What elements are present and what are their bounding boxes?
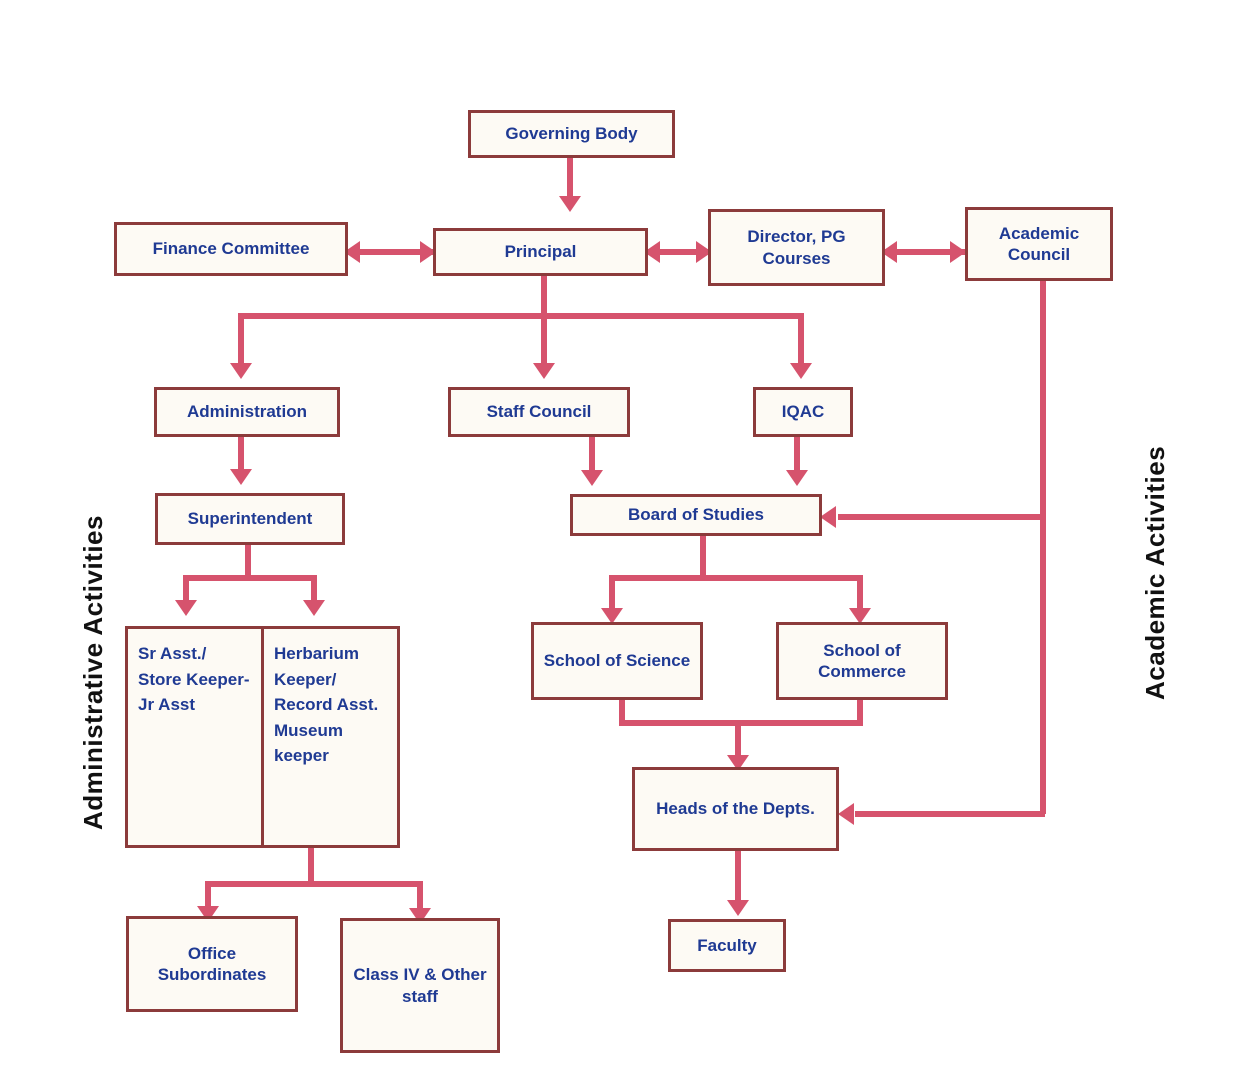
node-school-of-science[interactable]: School of Science [531, 622, 703, 700]
connector-academic-to-heads [855, 811, 1045, 817]
arrowhead-sr-asst-top [175, 600, 197, 616]
node-principal[interactable]: Principal [433, 228, 648, 276]
connector-bus-to-staff-council [541, 313, 547, 365]
node-sr-asst-store-keeper[interactable]: Sr Asst./ Store Keeper- Jr Asst [138, 644, 250, 714]
node-faculty[interactable]: Faculty [668, 919, 786, 972]
arrowhead-staff-council-top [533, 363, 555, 379]
arrowhead-board-from-academic [820, 506, 836, 528]
connector-principal-bus [238, 313, 804, 319]
arrowhead-board-from-iqac [786, 470, 808, 486]
arrowhead-principal-top [559, 196, 581, 212]
connector-bus-to-sr-asst [183, 575, 189, 603]
arrowhead-herbarium-top [303, 600, 325, 616]
connector-heads-bus [619, 720, 863, 726]
node-staff-roles-group [125, 626, 400, 848]
connector-bus-to-heads [735, 720, 741, 760]
connector-board-down [700, 536, 706, 578]
side-label-academic-activities: Academic Activities [1140, 445, 1170, 700]
connector-bus-to-office-subordinates [205, 881, 211, 909]
arrowhead-faculty-top [727, 900, 749, 916]
connector-herbarium-down [308, 848, 314, 884]
node-director-pg-courses[interactable]: Director, PG Courses [708, 209, 885, 286]
connector-schools-bus [609, 575, 863, 581]
connector-bus-to-iqac [798, 313, 804, 365]
connector-principal-down [541, 275, 547, 317]
node-administration[interactable]: Administration [154, 387, 340, 437]
node-board-of-studies[interactable]: Board of Studies [570, 494, 822, 536]
node-class-iv-other-staff[interactable]: Class IV & Other staff [340, 918, 500, 1053]
connector-lower-staff-bus [205, 881, 423, 887]
node-superintendent[interactable]: Superintendent [155, 493, 345, 545]
node-school-of-commerce[interactable]: School of Commerce [776, 622, 948, 700]
arrowhead-superintendent-top [230, 469, 252, 485]
connector-bus-to-herbarium [311, 575, 317, 603]
node-heads-of-the-depts[interactable]: Heads of the Depts. [632, 767, 839, 851]
connector-bus-to-administration [238, 313, 244, 365]
node-herbarium-keeper[interactable]: Herbarium Keeper/ Record Asst. Museum keeper [261, 629, 397, 845]
connector-bus-to-class-iv [417, 881, 423, 911]
node-governing-body[interactable]: Governing Body [468, 110, 675, 158]
arrowhead-board-from-staff-council [581, 470, 603, 486]
connector-bus-to-science [609, 575, 615, 611]
node-academic-council[interactable]: Academic Council [965, 207, 1113, 281]
arrowhead-academic-left [950, 241, 966, 263]
connector-bus-to-commerce [857, 575, 863, 611]
node-office-subordinates[interactable]: Office Subordinates [126, 916, 298, 1012]
node-finance-committee[interactable]: Finance Committee [114, 222, 348, 276]
node-iqac[interactable]: IQAC [753, 387, 853, 437]
connector-academic-rail-down [1040, 514, 1046, 814]
side-label-administrative-activities: Administrative Activities [78, 515, 108, 830]
node-staff-council[interactable]: Staff Council [448, 387, 630, 437]
connector-superintendent-down [245, 545, 251, 578]
connector-governing-to-principal [567, 158, 573, 198]
arrowhead-administration-top [230, 363, 252, 379]
connector-academic-council-down [1040, 281, 1046, 517]
connector-superintendent-bus [183, 575, 317, 581]
arrowhead-heads-from-academic [838, 803, 854, 825]
arrowhead-iqac-top [790, 363, 812, 379]
connector-heads-faculty [735, 851, 741, 903]
connector-academic-to-board [838, 514, 1043, 520]
connector-administration-superintendent [238, 437, 244, 473]
